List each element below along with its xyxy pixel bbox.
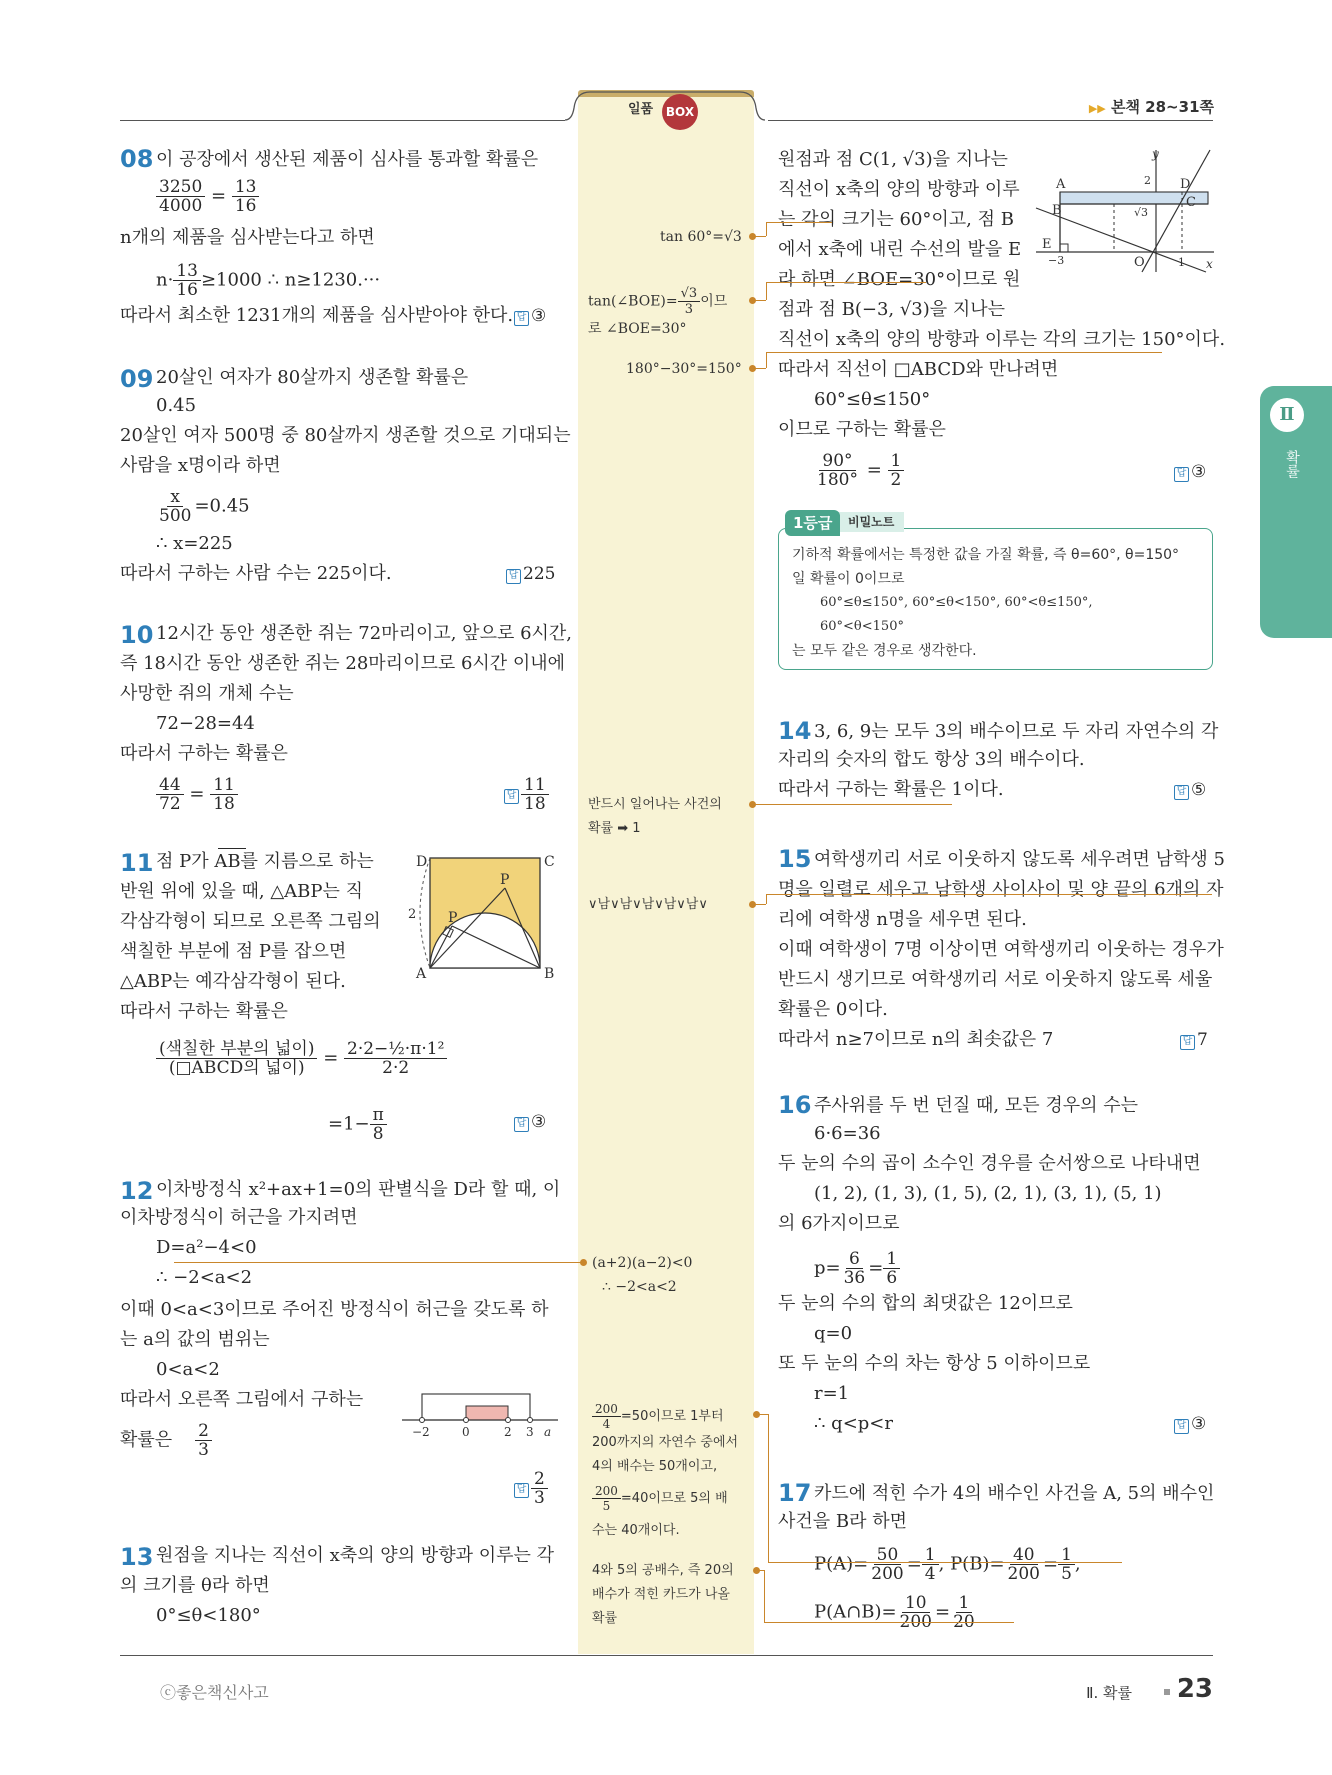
- p16-line: q=0: [814, 1323, 853, 1344]
- p09-equation: $\frac{x}{500}$ =0.45: [156, 488, 250, 525]
- fraction: $\frac{2}{3}$: [531, 1470, 548, 1507]
- fraction: $\frac{11}{18}$: [521, 776, 549, 813]
- tick-root-three: √3: [1134, 206, 1149, 219]
- margin-note: 200까지의 자연수 중에서: [592, 1435, 739, 1450]
- answer: 답 ③: [1174, 1412, 1206, 1436]
- fraction: $\frac{40}{200}$: [1007, 1545, 1040, 1584]
- p10-line: 따라서 구하는 확률은: [120, 743, 288, 764]
- p13-right-line: 는 각의 크기는 60°이고, 점 B: [778, 209, 1014, 230]
- note-line: 일 확률이 0이므로: [792, 571, 905, 587]
- connector-line: [766, 282, 767, 300]
- margin-note: 배수가 적힌 카드가 나올: [592, 1587, 730, 1602]
- p12-result: 확률은 $\frac{2}{3}$: [120, 1422, 212, 1459]
- answer: 답 ③: [514, 304, 546, 328]
- p12-line: 는 a의 값의 범위는: [120, 1329, 270, 1350]
- margin-note: 4와 5의 공배수, 즉 20의: [592, 1563, 734, 1578]
- margin-note: 반드시 일어나는 사건의: [588, 797, 722, 812]
- tick-two: 2: [1144, 174, 1151, 187]
- p11-line: 각삼각형이 되므로 오른쪽 그림의: [120, 911, 381, 932]
- p13-line: 의 크기를 θ라 하면: [120, 1575, 270, 1596]
- tick-two: 2: [504, 1425, 512, 1439]
- margin-note: 수는 40개이다.: [592, 1523, 680, 1538]
- p11-line: 따라서 구하는 확률은: [120, 1001, 288, 1022]
- problem-number: 13: [120, 1543, 154, 1571]
- connector-line: [766, 352, 767, 368]
- page-number: 23: [1176, 1674, 1213, 1704]
- p12-line: 0<a<2: [156, 1359, 220, 1380]
- answer: [504, 776, 549, 813]
- tick-minus-two: −2: [412, 1425, 430, 1439]
- p16-equation: p= $\frac{6}{36}$ = $\frac{1}{6}$: [814, 1250, 900, 1287]
- page-reference-text: 본책 28~31쪽: [1110, 98, 1214, 116]
- connector-line: [756, 1570, 764, 1571]
- tick-minus-three: −3: [1048, 254, 1065, 267]
- p09-line: 사람을 x명이라 하면: [120, 455, 281, 476]
- answer-icon: 답: [506, 569, 521, 584]
- p13-right-line: 직선이 x축의 양의 방향과 이루는 각의 크기는 150°이다.: [778, 329, 1226, 350]
- connector-underline: [764, 1622, 1014, 1623]
- p13-line: 0°≤θ<180°: [156, 1605, 261, 1626]
- answer-icon: 답: [1180, 1035, 1195, 1050]
- p12-line: 이때 0<a<3이므로 주어진 방정식이 허근을 갖도록 하: [120, 1299, 549, 1320]
- problem-number: 14: [778, 717, 812, 745]
- problem-number: 10: [120, 621, 154, 649]
- fraction: $\frac{1}{6}$: [883, 1250, 900, 1287]
- p13-right-line: 원점과 점 C(1, √3)을 지나는: [778, 149, 1008, 170]
- connector-underline: [766, 352, 1162, 353]
- tick-one: 1: [1178, 256, 1185, 269]
- p13-right-fraction: $\frac{90^\circ}{180^\circ}$ = $\frac{1}{2}$: [814, 452, 904, 489]
- margin-note: 180°−30°=150°: [626, 361, 742, 377]
- header-rule-right: [768, 120, 1213, 121]
- p13-right-line: 라 하면 ∠BOE=30°이므로 원: [778, 269, 1021, 290]
- fraction: $\frac{6}{36}$: [843, 1249, 866, 1288]
- p09-line: 따라서 구하는 사람 수는 225이다.: [120, 563, 392, 584]
- p08-line: n개의 제품을 심사받는다고 하면: [120, 227, 375, 248]
- p09-line: ∴ x=225: [156, 533, 233, 554]
- answer: 답 ③: [1174, 460, 1206, 484]
- p10-line: 12시간 동안 생존한 쥐는 72마리이고, 앞으로 6시간,: [156, 623, 573, 644]
- label-b: B: [544, 966, 555, 980]
- fraction: $\frac{13}{16}$: [173, 262, 201, 299]
- fraction: $\frac{90^\circ}{180^\circ}$: [817, 451, 858, 490]
- fraction: $\frac{1}{20}$: [953, 1593, 975, 1632]
- fraction: $\frac{11}{18}$: [210, 776, 238, 813]
- overline-ab: [218, 848, 246, 849]
- p16-line: 의 6가지이므로: [778, 1213, 900, 1234]
- p09-line: 20살인 여자가 80살까지 생존할 확률은: [156, 367, 469, 388]
- p10-fraction-line: $\frac{44}{72}$ = $\frac{11}{18}$: [156, 776, 238, 813]
- p16-line: 또 두 눈의 수의 차는 항상 5 이하이므로: [778, 1353, 1091, 1374]
- p14-line: 따라서 구하는 확률은 1이다.: [778, 779, 1004, 800]
- connector-underline: [768, 1562, 1122, 1563]
- axis-label-y: y: [1152, 147, 1159, 161]
- margin-note: $\frac{200}{4}$ =50이므로 1부터: [592, 1402, 724, 1431]
- fraction: $\frac{13}{16}$: [232, 178, 260, 215]
- p09-line: 20살인 여자 500명 중 80살까지 생존할 것으로 기대되는: [120, 425, 571, 446]
- p15-line: 반드시 생기므로 여학생끼리 서로 이웃하지 않도록 세울: [778, 969, 1213, 990]
- problem-number: 12: [120, 1177, 154, 1205]
- connector-underline: [766, 894, 1212, 895]
- p11-line: 점 P가 AB를 지름으로 하는: [156, 851, 374, 872]
- connector-underline: [766, 282, 926, 283]
- connector-line: [752, 300, 766, 301]
- p08-line: 따라서 최소한 1231개의 제품을 심사받아야 한다.: [120, 305, 514, 326]
- answer: 답 ③: [514, 1110, 546, 1134]
- box-badge: BOX: [662, 94, 698, 130]
- problem-number: 11: [120, 849, 154, 877]
- p16-line: 6·6=36: [814, 1123, 881, 1144]
- answer-icon: 답: [1174, 1419, 1189, 1434]
- p17-line: 카드에 적힌 수가 4의 배수인 사건을 A, 5의 배수인: [814, 1483, 1215, 1504]
- margin-note: 확률: [592, 1611, 618, 1626]
- secret-note-tag: 비밀노트: [838, 512, 904, 532]
- p12-line: D=a²−4<0: [156, 1237, 257, 1258]
- chapter-number: Ⅱ: [1270, 398, 1304, 432]
- p11-line: 색칠한 부분에 점 P를 잡으면: [120, 941, 347, 962]
- connector-line: [752, 904, 766, 905]
- connector-line: [768, 1414, 769, 1562]
- p12-line: ∴ −2<a<2: [156, 1267, 253, 1288]
- connector-line: [752, 236, 766, 237]
- p17-equation: P(A∩B)= $\frac{10}{200}$ = $\frac{1}{20}$: [814, 1594, 978, 1631]
- axis-label-a: a: [544, 1425, 552, 1439]
- p16-line: 두 눈의 수의 합의 최댓값은 12이므로: [778, 1293, 1073, 1314]
- connector-underline: [174, 1262, 584, 1263]
- label-side-length: 2: [408, 907, 417, 922]
- label-d: D: [1180, 177, 1191, 192]
- p12-line: 따라서 오른쪽 그림에서 구하는: [120, 1389, 364, 1410]
- label-p-left: P: [448, 910, 458, 926]
- double-arrow-icon: ▶▶: [1088, 102, 1106, 115]
- p15-line: 여학생끼리 서로 이웃하지 않도록 세우려면 남학생 5: [814, 849, 1225, 870]
- answer-icon: 답: [1174, 785, 1189, 800]
- fraction: $\frac{10}{200}$: [899, 1593, 932, 1632]
- connector-line: [756, 1414, 768, 1415]
- answer: 답 225: [506, 562, 555, 586]
- axis-label-x: x: [1206, 257, 1213, 271]
- answer: 답 ⑤: [1174, 778, 1206, 802]
- answer: [514, 1470, 548, 1507]
- p13-right-line: 이므로 구하는 확률은: [778, 419, 946, 440]
- chapter-name: 확률: [1284, 450, 1300, 478]
- footer-separator: [1164, 1689, 1170, 1695]
- box-label: 일품: [628, 102, 654, 117]
- label-e: E: [1042, 237, 1052, 252]
- p15-line: 따라서 n≥7이므로 n의 최솟값은 7: [778, 1029, 1054, 1050]
- p13-right-line: 점과 점 B(−3, √3)을 지나는: [778, 299, 1006, 320]
- connector-dot: [580, 1259, 587, 1266]
- p12-line: 이차방정식이 허근을 가지려면: [120, 1207, 358, 1228]
- fraction: $\frac{\text{(색칠한 부분의 넓이)}}{\text{(□ABCD의 넓이)}}$: [156, 1040, 317, 1077]
- p15-line: 명을 일렬로 세우고 남학생 사이사이 및 양 끝의 6개의 자: [778, 879, 1224, 900]
- label-a: A: [416, 966, 427, 980]
- p11-result: =1− $\frac{\pi}{8}$: [328, 1106, 387, 1143]
- fraction: $\frac{1}{5}$: [1058, 1546, 1075, 1583]
- p14-line: 3, 6, 9는 모두 3의 배수이므로 두 자리 자연수의 각: [814, 721, 1219, 742]
- margin-note: 확률 ➡ 1: [588, 821, 641, 836]
- fraction: $\frac{x}{500}$: [159, 487, 192, 526]
- publisher-copyright: ⓒ좋은책신사고: [160, 1683, 269, 1702]
- p11-line: △ABP는 예각삼각형이 된다.: [120, 971, 346, 992]
- fraction: $\frac{50}{200}$: [871, 1545, 904, 1584]
- problem-number: 17: [778, 1479, 812, 1507]
- note-line: 60°≤θ≤150°, 60°≤θ<150°, 60°<θ≤150°,: [820, 595, 1093, 610]
- connector-line: [766, 222, 767, 236]
- problem-number: 15: [778, 845, 812, 873]
- connector-line: [752, 368, 766, 369]
- answer-icon: 답: [514, 311, 529, 326]
- fraction: $\frac{200}{5}$: [592, 1484, 621, 1513]
- p13-right-line: 에서 x축에 내린 수선의 발을 E: [778, 239, 1022, 260]
- p11-probability-equation: $\frac{\text{(색칠한 부분의 넓이)}}{\text{(□ABCD의 넓이)}}$ = $\frac{\text{2·2−½·π·1²}}{2\cdot 2}$: [156, 1040, 447, 1077]
- p12-line: 이차방정식 x²+ax+1=0의 판별식을 D라 할 때, 이: [156, 1179, 561, 1200]
- p17-line: 사건을 B라 하면: [778, 1511, 907, 1532]
- p12-number-line: [400, 1390, 560, 1440]
- footer-rule: [120, 1655, 1213, 1656]
- p10-line: 72−28=44: [156, 713, 255, 734]
- fraction: $\frac{200}{4}$: [592, 1402, 621, 1431]
- p13-right-line: 따라서 직선이 □ABCD와 만나려면: [778, 359, 1059, 380]
- fraction: $\frac{1}{2}$: [888, 452, 905, 489]
- p09-line: 0.45: [156, 395, 197, 416]
- p16-line: 주사위를 두 번 던질 때, 모든 경우의 수는: [814, 1095, 1138, 1116]
- label-c: C: [1186, 195, 1196, 210]
- margin-note: ∴ −2<a<2: [602, 1279, 677, 1295]
- p15-line: 리에 여학생 n명을 세우면 된다.: [778, 909, 1027, 930]
- p17-equation: P(A)= $\frac{50}{200}$ = $\frac{1}{4}$ , P(B)= $\frac{40}{200}$ = $\frac{1}{5}$ ,: [814, 1545, 1081, 1584]
- label-a: A: [1056, 177, 1066, 192]
- p15-line: 확률은 0이다.: [778, 999, 888, 1020]
- problem-number: 09: [120, 365, 154, 393]
- fraction: $\frac{3250}{4000}$: [156, 178, 205, 215]
- answer-icon: 답: [1174, 467, 1189, 482]
- label-d: D: [416, 854, 428, 870]
- p11-line: 반원 위에 있을 때, △ABP는 직: [120, 881, 364, 902]
- fraction: $\frac{2}{3}$: [195, 1422, 212, 1459]
- margin-note: ∨남∨남∨남∨남∨남∨: [588, 897, 708, 912]
- label-o: O: [1134, 255, 1145, 270]
- fraction: $\frac{44}{72}$: [156, 776, 184, 813]
- fraction: $\frac{1}{4}$: [922, 1546, 939, 1583]
- p16-line: ∴ q<p<r: [814, 1413, 893, 1434]
- answer-icon: 답: [514, 1117, 529, 1132]
- fraction: $\frac{\text{2·2−½·π·1²}}{2\cdot 2}$: [344, 1040, 447, 1077]
- secret-note-badge: 1등급: [785, 510, 840, 536]
- answer-icon: 답: [504, 789, 519, 804]
- p13-coordinate-figure: [1034, 146, 1218, 274]
- answer-icon: 답: [514, 1483, 529, 1498]
- note-line: 기하적 확률에서는 특정한 값을 가질 확률, 즉 θ=60°, θ=150°: [792, 547, 1180, 563]
- p13-line: 원점을 지나는 직선이 x축의 양의 방향과 이루는 각: [156, 1545, 554, 1566]
- problem-number: 16: [778, 1091, 812, 1119]
- header-rule-left: [120, 120, 565, 121]
- margin-note: 로 ∠BOE=30°: [588, 321, 687, 337]
- p08-inequality: n· $\frac{13}{16}$ ≥1000 ∴ n≥1230.···: [156, 261, 381, 300]
- margin-note: (a+2)(a−2)<0: [592, 1255, 693, 1271]
- p15-line: 이때 여학생이 7명 이상이면 여학생끼리 이웃하는 경우가: [778, 939, 1224, 960]
- p11-square-figure: [400, 850, 560, 980]
- page-reference: [1089, 96, 1214, 117]
- p16-line: r=1: [814, 1383, 850, 1404]
- p13-right-line: 직선이 x축의 양의 방향과 이루: [778, 179, 1020, 200]
- note-line: 60°<θ<150°: [820, 619, 904, 634]
- label-c: C: [544, 854, 555, 870]
- label-p-top: P: [500, 872, 510, 888]
- tick-zero: 0: [462, 1425, 470, 1439]
- p13-right-line: 60°≤θ≤150°: [814, 389, 931, 410]
- p16-line: 두 눈의 수의 곱이 소수인 경우를 순서쌍으로 나타내면: [778, 1153, 1201, 1174]
- p14-line: 자리의 숫자의 합도 항상 3의 배수이다.: [778, 749, 1085, 770]
- margin-note: $\frac{200}{5}$ =40이므로 5의 배: [592, 1484, 728, 1513]
- margin-note: tan 60°=√3: [660, 229, 742, 245]
- connector-underline: [766, 222, 832, 223]
- problem-number: 08: [120, 145, 154, 173]
- p10-line: 즉 18시간 동안 생존한 쥐는 28마리이므로 6시간 이내에: [120, 653, 566, 674]
- connector-underline: [752, 804, 952, 805]
- footer-chapter: Ⅱ. 확률: [1086, 1684, 1132, 1702]
- p16-line: (1, 2), (1, 3), (1, 5), (2, 1), (3, 1), (5, 1): [814, 1183, 1162, 1204]
- margin-note: tan(∠BOE)= $\frac{√3}{3}$ 이므: [588, 286, 728, 317]
- tick-three: 3: [526, 1425, 534, 1439]
- margin-note: 4의 배수는 50개이고,: [592, 1459, 718, 1474]
- connector-line: [766, 894, 767, 904]
- label-b: B: [1052, 203, 1062, 218]
- fraction: $\frac{\pi}{8}$: [370, 1106, 387, 1143]
- answer: 답 7: [1180, 1028, 1208, 1052]
- p10-line: 사망한 쥐의 개체 수는: [120, 683, 294, 704]
- connector-line: [764, 1570, 765, 1622]
- note-line: 는 모두 같은 경우로 생각한다.: [792, 643, 977, 659]
- p08-line: 이 공장에서 생산된 제품이 심사를 통과할 확률은: [156, 149, 539, 170]
- fraction: $\frac{√3}{3}$: [678, 286, 701, 317]
- p08-fraction-line: $\frac{3250}{4000}$ = $\frac{13}{16}$: [156, 178, 259, 215]
